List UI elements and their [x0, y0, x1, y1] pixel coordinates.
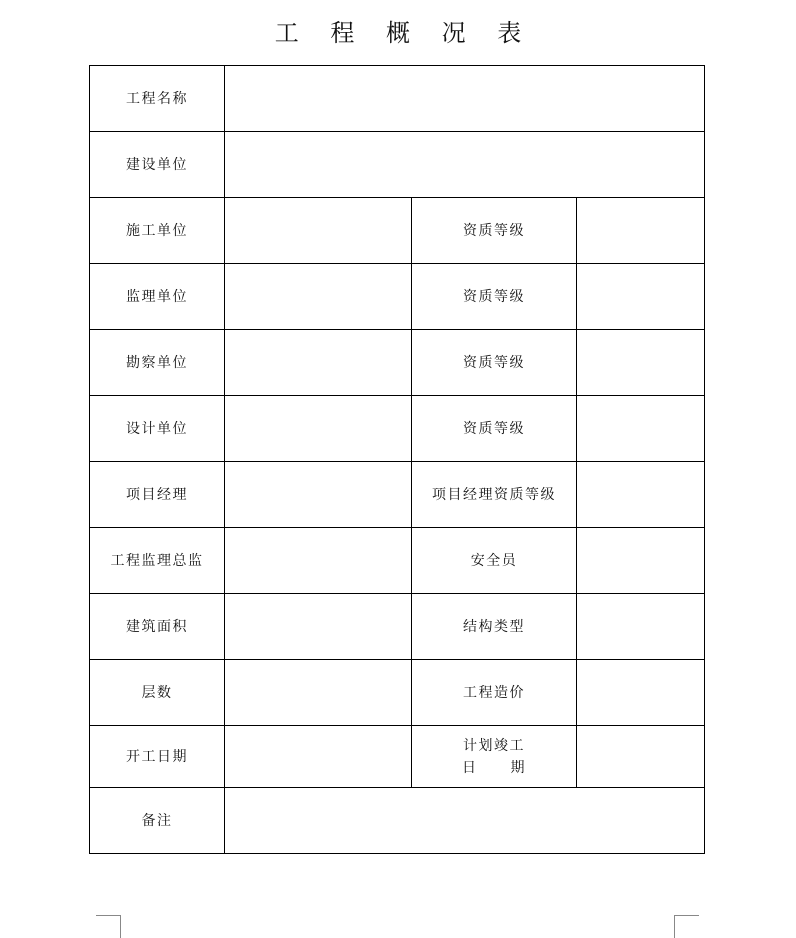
- label-remarks: 备注: [90, 788, 225, 854]
- label-structure-type: 结构类型: [412, 594, 577, 660]
- label-supervisor-qualification: 资质等级: [412, 264, 577, 330]
- label-survey-qualification: 资质等级: [412, 330, 577, 396]
- label-planned-completion-line2: [412, 757, 576, 779]
- value-chief-supervisor[interactable]: [225, 528, 412, 594]
- label-supervisor: 监理单位: [90, 264, 225, 330]
- value-supervisor[interactable]: [225, 264, 412, 330]
- row-developer: [90, 132, 705, 198]
- page-corner-mark-left: [96, 915, 121, 938]
- row-floors: [90, 660, 705, 726]
- row-contractor: [90, 198, 705, 264]
- label-planned-completion-qi: 期: [510, 759, 527, 776]
- row-remarks: [90, 788, 705, 854]
- label-contractor: 施工单位: [90, 198, 225, 264]
- label-planned-completion-line1: 计划竣工: [463, 737, 525, 754]
- value-structure-type[interactable]: [577, 594, 705, 660]
- value-design-qualification[interactable]: [577, 396, 705, 462]
- page-title: 工 程 概 况 表: [274, 19, 534, 47]
- label-planned-completion-ri: 日: [462, 759, 492, 776]
- value-floors[interactable]: [225, 660, 412, 726]
- value-contractor-qualification[interactable]: [577, 198, 705, 264]
- value-supervisor-qualification[interactable]: [577, 264, 705, 330]
- label-floors: 层数: [90, 660, 225, 726]
- row-survey: [90, 330, 705, 396]
- value-planned-completion-date[interactable]: [577, 726, 705, 788]
- value-start-date[interactable]: [225, 726, 412, 788]
- label-project-name: 工程名称: [90, 66, 225, 132]
- value-safety-officer[interactable]: [577, 528, 705, 594]
- row-project-name: [90, 66, 705, 132]
- value-survey[interactable]: [225, 330, 412, 396]
- value-developer[interactable]: [225, 132, 705, 198]
- page-corner-mark-right: [674, 915, 699, 938]
- row-design: [90, 396, 705, 462]
- label-building-area: 建筑面积: [90, 594, 225, 660]
- value-project-manager[interactable]: [225, 462, 412, 528]
- label-safety-officer: 安全员: [412, 528, 577, 594]
- row-supervisor: [90, 264, 705, 330]
- row-project-manager: [90, 462, 705, 528]
- label-survey: 勘察单位: [90, 330, 225, 396]
- label-design: 设计单位: [90, 396, 225, 462]
- label-design-qualification: 资质等级: [412, 396, 577, 462]
- value-survey-qualification[interactable]: [577, 330, 705, 396]
- label-planned-completion-date: [412, 726, 577, 788]
- value-contractor[interactable]: [225, 198, 412, 264]
- label-project-cost: 工程造价: [412, 660, 577, 726]
- value-design[interactable]: [225, 396, 412, 462]
- label-project-manager: 项目经理: [90, 462, 225, 528]
- value-project-manager-qualification[interactable]: [577, 462, 705, 528]
- label-contractor-qualification: 资质等级: [412, 198, 577, 264]
- label-start-date: 开工日期: [90, 726, 225, 788]
- value-building-area[interactable]: [225, 594, 412, 660]
- row-start-date: [90, 726, 705, 788]
- label-developer: 建设单位: [90, 132, 225, 198]
- project-overview-table: [89, 65, 705, 854]
- value-project-name[interactable]: [225, 66, 705, 132]
- row-chief-supervisor: [90, 528, 705, 594]
- value-project-cost[interactable]: [577, 660, 705, 726]
- label-chief-supervisor: 工程监理总监: [90, 528, 225, 594]
- value-remarks[interactable]: [225, 788, 705, 854]
- label-project-manager-qualification: 项目经理资质等级: [412, 462, 577, 528]
- row-building-area: [90, 594, 705, 660]
